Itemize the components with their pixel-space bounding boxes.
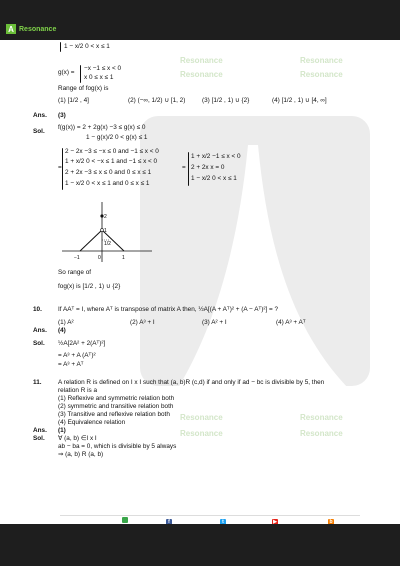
solution-line: 1 − g(x)/2 0 < g(x) ≤ 1	[86, 134, 148, 141]
brace	[60, 42, 61, 52]
option-2: (2) A³ + I	[130, 319, 155, 326]
case-line: 1 + x/2 0 < −x ≤ 1 and −1 ≤ x < 0	[65, 158, 158, 165]
result-line: 1 − x/2 0 < x ≤ 1	[191, 175, 237, 182]
watermark-text: Resonance	[180, 429, 223, 438]
question-text: A relation R is defined on I x I such that (a, b)R (c,d) if and only if ad − bc is divisible by 5, then	[58, 379, 325, 386]
logo-icon: A	[6, 24, 16, 34]
option-4: (4) A³ + Aᵀ	[276, 319, 306, 326]
case-line: 2 − 2x −3 ≤ −x ≤ 0 and −1 ≤ x < 0	[65, 148, 159, 155]
blog-icon[interactable]: b	[329, 519, 333, 524]
answer-label: Ans.	[33, 112, 47, 119]
footer-icon-row	[122, 510, 128, 524]
watermark-text: Resonance	[300, 413, 343, 422]
solution-line: = A³ + A (Aᵀ)²	[58, 352, 96, 359]
footer-social	[328, 510, 334, 524]
twitter-icon[interactable]: t	[220, 519, 226, 524]
case-line: 1 − x/2 0 < x ≤ 1 and 0 ≤ x ≤ 1	[65, 180, 150, 187]
question-text: If AAᵀ = I, where Aᵀ is transpose of matrix A then, ½A[(A + Aᵀ)² + (A − Aᵀ)²] = ?	[58, 306, 279, 313]
footer-divider	[60, 515, 360, 516]
tick-label-xneg: −1	[74, 255, 80, 261]
solution-label: Sol.	[33, 340, 45, 347]
solution-line: ½A[2A² + 2(Aᵀ)²]	[58, 340, 106, 347]
brand-small-icon	[122, 517, 128, 523]
answer-label: Ans.	[33, 327, 47, 334]
option-1: (1) [1/2 , 4]	[58, 97, 89, 104]
question-prompt: Range of fog(x) is	[58, 85, 109, 92]
option-3: (3) A² + I	[202, 319, 227, 326]
answer-value: (1)	[58, 427, 66, 434]
option-4: (4) Equivalence relation	[58, 419, 126, 426]
case-line: 2 + 2x −3 ≤ x ≤ 0 and 0 ≤ x ≤ 1	[65, 169, 152, 176]
option-2: (2) (−∞, 1/2) ∪ [1, 2)	[128, 97, 186, 104]
watermark-text: Resonance	[180, 70, 223, 79]
facebook-icon[interactable]: f	[166, 519, 172, 524]
watermark-text: Resonance	[300, 429, 343, 438]
tick-label-y2: 2	[104, 214, 107, 220]
question-number: 10.	[33, 306, 42, 313]
brand-name: Resonance	[19, 25, 57, 33]
option-2: (2) symmetric and transitive relation both	[58, 403, 174, 410]
solution-line: ⇒ (a, b) R (a, b)	[58, 451, 104, 458]
document-page: Resonance Resonance Resonance Resonance Resonance Resonance Resonance Resonance 1 − x/2 0 < x ≤ 1 g(x) = −x −1 ≤ x < 0 x 0 ≤ x ≤ 1 Range of fog(x) is (1) [1/2 , 4] (2) (−∞, 1/2) ∪ [1, 2) (3) [1/2 , 1) ∪ {2} (4) [1/2 , 1) ∪ [4, ∞] Ans. (3) Sol. f(g(x)) = 2 + 2g(x) −3 ≤ g(x) ≤ 0 1 − g(x)/2 0 < g(x) ≤ 1 2 − 2x −3 ≤ −x ≤ 0 and −1 ≤ x < 0 1 + x/2 0 < −x ≤ 1 and −1 ≤ x < 0 2 + 2x −3 ≤ x ≤ 0 and 0 ≤ x ≤ 1 1 − x/2 0 < x ≤ 1 and 0 ≤ x ≤ 1 = = 1 + x/2 −1 ≤ x < 0 2 + 2x x = 0 1 − x/2 0 < x ≤ 1 2 1 1/2 −1 0 1 So range of fog(x) is [1/2 , 1) ∪ {2} 10. If AAᵀ = I, where Aᵀ is transpose of matrix A then, ½A[(A + Aᵀ)² + (A − Aᵀ)²] = ? (1) A² (2) A³ + I (3) A² + I (4) A³ + Aᵀ Ans. (4) Sol. ½A[2A² + 2(Aᵀ)²] = A³ + A (Aᵀ)² = A³ + Aᵀ 11. A relation R is defined on I x I such that (a, b)R (c,d) if and only if ad − bc is divisible by 5, then relation R is a (1) Reflexive and symmetric relation both (2) symmetric and transitive relation both (3) Transitive and reflexive relation both (4) Equivalence relation Ans. (1) Sol. ∀ (a, b) ∈I x I ab − ba = 0, which is divisible by 5 always ⇒ (a, b) R (a, b) f t ▶ b	[0, 40, 400, 524]
solution-line: = A³ + Aᵀ	[58, 361, 84, 368]
footer-social	[272, 510, 278, 524]
result-line: 2 + 2x x = 0	[191, 164, 225, 171]
option-1: (1) Reflexive and symmetric relation both	[58, 395, 175, 402]
so-range-text: So range of	[58, 269, 92, 276]
final-range: fog(x) is [1/2 , 1) ∪ {2}	[58, 283, 121, 290]
watermark-text: Resonance	[180, 56, 223, 65]
question-text: relation R is a	[58, 387, 98, 394]
tick-label-yhalf: 1/2	[104, 241, 111, 247]
option-3: (3) [1/2 , 1) ∪ {2}	[202, 97, 250, 104]
brace	[80, 65, 81, 83]
solution-line: ab − ba = 0, which is divisible by 5 always	[58, 443, 177, 450]
brand-logo	[6, 24, 56, 34]
result-line: 1 + x/2 −1 ≤ x < 0	[191, 153, 241, 160]
watermark-text: Resonance	[300, 56, 343, 65]
f-piece: 1 − x/2 0 < x ≤ 1	[64, 43, 110, 50]
watermark-text: Resonance	[180, 413, 223, 422]
g-label: g(x) =	[58, 69, 75, 76]
solution-line: f(g(x)) = 2 + 2g(x) −3 ≤ g(x) ≤ 0	[58, 124, 146, 131]
question-number: 11.	[33, 379, 42, 386]
bottom-bar	[0, 524, 400, 566]
footer-social	[220, 510, 226, 524]
option-1: (1) A²	[58, 319, 74, 326]
brace	[188, 152, 189, 186]
answer-value: (4)	[58, 327, 66, 334]
fog-graph	[62, 202, 152, 266]
tick-label-x0: 0	[98, 255, 101, 261]
tick-label-xpos: 1	[122, 255, 125, 261]
g-piece: −x −1 ≤ x < 0	[84, 65, 122, 72]
footer-social	[166, 510, 172, 524]
watermark-text: Resonance	[300, 70, 343, 79]
answer-value: (3)	[58, 112, 66, 119]
top-bar	[0, 0, 400, 40]
tick-label-y1: 1	[104, 228, 107, 234]
solution-label: Sol.	[33, 128, 45, 135]
brace	[62, 148, 63, 190]
solution-line: ∀ (a, b) ∈I x I	[58, 435, 97, 442]
youtube-icon[interactable]: ▶	[273, 519, 277, 524]
solution-label: Sol.	[33, 435, 45, 442]
answer-label: Ans.	[33, 427, 47, 434]
option-3: (3) Transitive and reflexive relation both	[58, 411, 170, 418]
option-4: (4) [1/2 , 1) ∪ [4, ∞]	[272, 97, 327, 104]
g-piece: x 0 ≤ x ≤ 1	[84, 74, 114, 81]
